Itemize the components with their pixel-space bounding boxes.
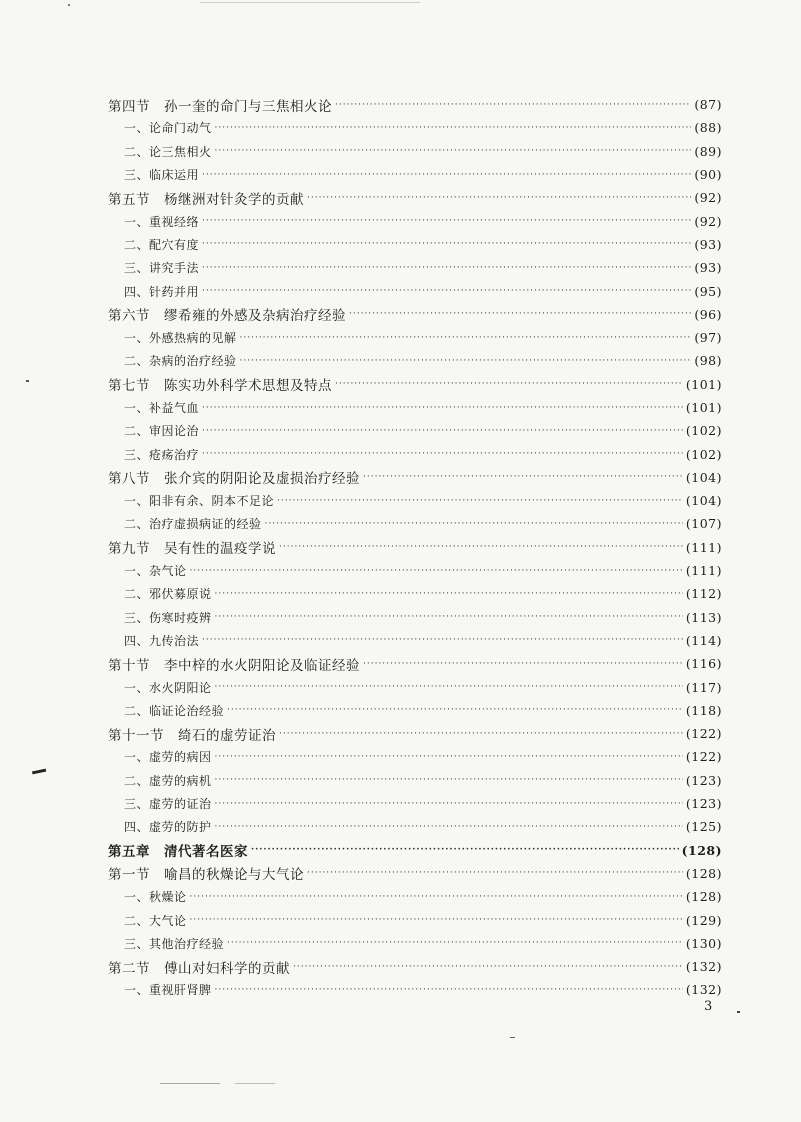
dot-leader — [215, 123, 692, 133]
dot-leader — [190, 915, 683, 925]
dot-leader — [202, 216, 691, 226]
toc-entry-page: (104) — [685, 493, 722, 509]
toc-entry-page: (111) — [685, 563, 722, 579]
toc-entry-page: (118) — [685, 702, 722, 718]
toc-entry-title: 二、大气论 — [124, 913, 187, 928]
toc-entry-subsection — [108, 349, 722, 372]
toc-entry-section — [108, 93, 722, 116]
dot-leader — [202, 239, 691, 249]
dot-leader — [202, 635, 683, 645]
toc-entry-page: (107) — [685, 516, 722, 532]
toc-entry-subsection — [108, 932, 722, 955]
toc-entry-section — [108, 303, 722, 326]
toc-entry-subsection — [108, 163, 722, 186]
dot-leader — [363, 659, 683, 669]
toc-entry-subsection — [108, 256, 722, 279]
toc-entry-subsection — [108, 885, 722, 908]
dot-leader — [335, 100, 691, 110]
dot-leader — [202, 449, 683, 459]
toc-entry-subsection — [108, 233, 722, 256]
dot-leader — [202, 426, 683, 436]
toc-entry-title: 一、重视经络 — [124, 214, 200, 229]
dot-leader — [293, 962, 683, 972]
toc-entry-subsection — [108, 512, 722, 535]
toc-entry-title: 一、秋燥论 — [124, 890, 187, 905]
toc-entry-title: 三、临床运用 — [124, 168, 200, 183]
toc-entry-subsection — [108, 908, 722, 931]
toc-entry-title: 第七节 陈实功外科学术思想及特点 — [108, 378, 332, 395]
dot-leader — [240, 333, 692, 343]
dot-leader — [202, 403, 683, 413]
speck — [26, 380, 29, 382]
toc-entry-title: 二、配穴有度 — [124, 237, 200, 252]
toc-entry-title: 二、治疗虚损病证的经验 — [124, 517, 262, 532]
toc-entry-page: (114) — [685, 632, 722, 648]
toc-entry-title: 二、邪伏募原说 — [124, 587, 212, 602]
toc-entry-title: 一、虚劳的病因 — [124, 750, 212, 765]
toc-entry-section — [108, 955, 722, 978]
toc-entry-title: 二、临证论治经验 — [124, 703, 225, 718]
toc-entry-section — [108, 536, 722, 559]
toc-entry-title: 一、杂气论 — [124, 564, 187, 579]
dot-leader — [215, 682, 683, 692]
toc-entry-page: (102) — [685, 423, 722, 439]
dot-leader — [279, 542, 683, 552]
dot-leader — [215, 822, 683, 832]
toc-entry-page: (89) — [694, 143, 722, 159]
toc-entry-subsection — [108, 606, 722, 629]
dot-leader — [215, 146, 692, 156]
toc-entry-title: 一、重视肝肾脾 — [124, 983, 212, 998]
toc-entry-subsection — [108, 582, 722, 605]
toc-entry-subsection — [108, 489, 722, 512]
dot-leader — [265, 519, 683, 529]
toc-entry-section — [108, 722, 722, 745]
toc-entry-page: (92) — [694, 213, 722, 229]
toc-entry-title: 二、杂病的治疗经验 — [124, 354, 237, 369]
dot-leader — [363, 472, 683, 482]
toc-entry-page: (111) — [685, 539, 722, 555]
speck — [235, 1083, 275, 1084]
toc-entry-page: (88) — [694, 120, 722, 136]
toc-entry-title: 一、阳非有余、阴本不足论 — [124, 494, 275, 509]
dot-leader — [215, 799, 683, 809]
toc-entry-subsection — [108, 815, 722, 838]
toc-entry-subsection — [108, 699, 722, 722]
toc-entry-page: (93) — [694, 236, 722, 252]
speck — [32, 769, 46, 775]
toc-entry-page: (122) — [685, 726, 722, 742]
toc-entry-page: (112) — [685, 586, 722, 602]
toc-entry-page: (128) — [685, 889, 722, 905]
dot-leader — [202, 263, 691, 273]
dot-leader — [335, 379, 683, 389]
dot-leader — [251, 845, 679, 855]
toc-entry-title: 一、论命门动气 — [124, 121, 212, 136]
toc-entry-subsection — [108, 419, 722, 442]
toc-entry-title: 一、外感热病的见解 — [124, 331, 237, 346]
page-number: 3 — [704, 999, 713, 1014]
speck — [200, 2, 420, 3]
toc-entry-title: 第六节 缪希雍的外感及杂病治疗经验 — [108, 308, 346, 325]
toc-entry-subsection — [108, 140, 722, 163]
toc-entry-title: 第四节 孙一奎的命门与三焦相火论 — [108, 98, 332, 115]
toc-entry-subsection — [108, 209, 722, 232]
toc-entry-page: (92) — [694, 190, 722, 206]
toc-entry-page: (123) — [685, 796, 722, 812]
toc-entry-section — [108, 652, 722, 675]
toc-entry-section — [108, 373, 722, 396]
toc-entry-page: (123) — [685, 772, 722, 788]
dot-leader — [215, 589, 683, 599]
dot-leader — [215, 752, 683, 762]
toc-entry-subsection — [108, 629, 722, 652]
toc-entry-title: 一、补益气血 — [124, 401, 200, 415]
toc-entry-page: (104) — [685, 469, 722, 485]
dot-leader — [240, 356, 692, 366]
dot-leader — [190, 892, 683, 902]
toc-entry-subsection — [108, 279, 722, 302]
dot-leader — [307, 868, 683, 878]
speck — [160, 1083, 220, 1084]
toc-entry-title: 三、虚劳的证治 — [124, 797, 212, 812]
toc-entry-page: (113) — [685, 609, 722, 625]
toc-entry-title: 四、虚劳的防护 — [124, 820, 212, 835]
toc-entry-page: (132) — [685, 982, 722, 998]
speck — [68, 4, 70, 6]
dot-leader — [349, 309, 691, 319]
toc-entry-page: (97) — [694, 330, 722, 346]
toc-entry-page: (128) — [685, 865, 722, 881]
toc-entry-title: 第十节 李中梓的水火阴阳论及临证经验 — [108, 657, 360, 674]
toc-entry-title: 一、水火阴阳论 — [124, 680, 212, 695]
toc-entry-page: (98) — [694, 353, 722, 369]
toc-entry-page: (87) — [694, 97, 722, 113]
toc-entry-page: (90) — [694, 167, 722, 183]
toc-entry-subsection — [108, 442, 722, 465]
toc-entry-subsection — [108, 116, 722, 139]
toc-entry-subsection — [108, 792, 722, 815]
toc-entry-subsection — [108, 396, 722, 419]
dot-leader — [277, 496, 683, 506]
toc-entry-title: 二、论三焦相火 — [124, 144, 212, 159]
dot-leader — [215, 775, 683, 785]
toc-entry-page: (125) — [685, 819, 722, 835]
toc-entry-title: 四、针药并用 — [124, 284, 200, 299]
toc-entry-title: 第八节 张介宾的阴阳论及虚损治疗经验 — [108, 471, 360, 488]
dot-leader — [215, 612, 683, 622]
toc-entry-chapter — [108, 839, 722, 862]
dot-leader — [307, 193, 691, 203]
toc-entry-title: 第九节 吴有性的温疫学说 — [108, 541, 276, 558]
toc-entry-section — [108, 466, 722, 489]
dot-leader — [227, 938, 683, 948]
toc-entry-title: 第五节 杨继洲对针灸学的贡献 — [108, 191, 304, 208]
dot-leader — [202, 286, 691, 296]
dot-leader — [215, 985, 683, 995]
toc-entry-title: 第一节 喻昌的秋燥论与大气论 — [108, 867, 304, 884]
toc-entry-title: 三、其他治疗经验 — [124, 936, 225, 951]
toc-entry-page: (102) — [685, 446, 722, 462]
speck — [737, 1011, 740, 1013]
toc-entry-page: (96) — [694, 306, 722, 322]
toc-entry-subsection — [108, 769, 722, 792]
toc-entry-page: (128) — [681, 842, 722, 858]
toc-entry-section — [108, 186, 722, 209]
dot-leader — [227, 705, 683, 715]
toc-entry-title: 四、九传治法 — [124, 633, 200, 648]
toc-entry-section — [108, 862, 722, 885]
toc-entry-page: (129) — [685, 912, 722, 928]
toc-entry-subsection — [108, 675, 722, 698]
toc-entry-title: 三、伤寒时疫辨 — [124, 610, 212, 625]
toc-entry-page: (117) — [685, 679, 722, 695]
speck — [510, 1037, 515, 1038]
toc-entry-subsection — [108, 559, 722, 582]
dot-leader — [190, 566, 683, 576]
toc-entry-title: 二、审因论治 — [124, 424, 200, 439]
toc-entry-title: 三、讲究手法 — [124, 261, 200, 276]
toc-entry-page: (116) — [685, 656, 722, 672]
dot-leader — [202, 170, 691, 180]
toc-entry-title: 第十一节 绮石的虚劳证治 — [108, 727, 276, 744]
toc-entry-page: (95) — [694, 283, 722, 299]
toc-entry-page: (101) — [685, 376, 722, 392]
toc-entry-subsection — [108, 745, 722, 768]
table-of-contents — [108, 93, 722, 1002]
toc-entry-title: 第五章 清代著名医家 — [108, 844, 248, 861]
toc-entry-subsection — [108, 978, 722, 1001]
dot-leader — [279, 729, 683, 739]
toc-entry-title: 第二节 傅山对妇科学的贡献 — [108, 960, 290, 977]
toc-entry-page: (122) — [685, 749, 722, 765]
toc-entry-subsection — [108, 326, 722, 349]
toc-entry-title: 二、虚劳的病机 — [124, 773, 212, 788]
toc-entry-page: (132) — [685, 959, 722, 975]
toc-entry-page: (93) — [694, 260, 722, 276]
toc-entry-title: 三、疮疡治疗 — [124, 447, 200, 462]
toc-entry-page: (101) — [685, 400, 722, 415]
toc-entry-page: (130) — [685, 935, 722, 951]
